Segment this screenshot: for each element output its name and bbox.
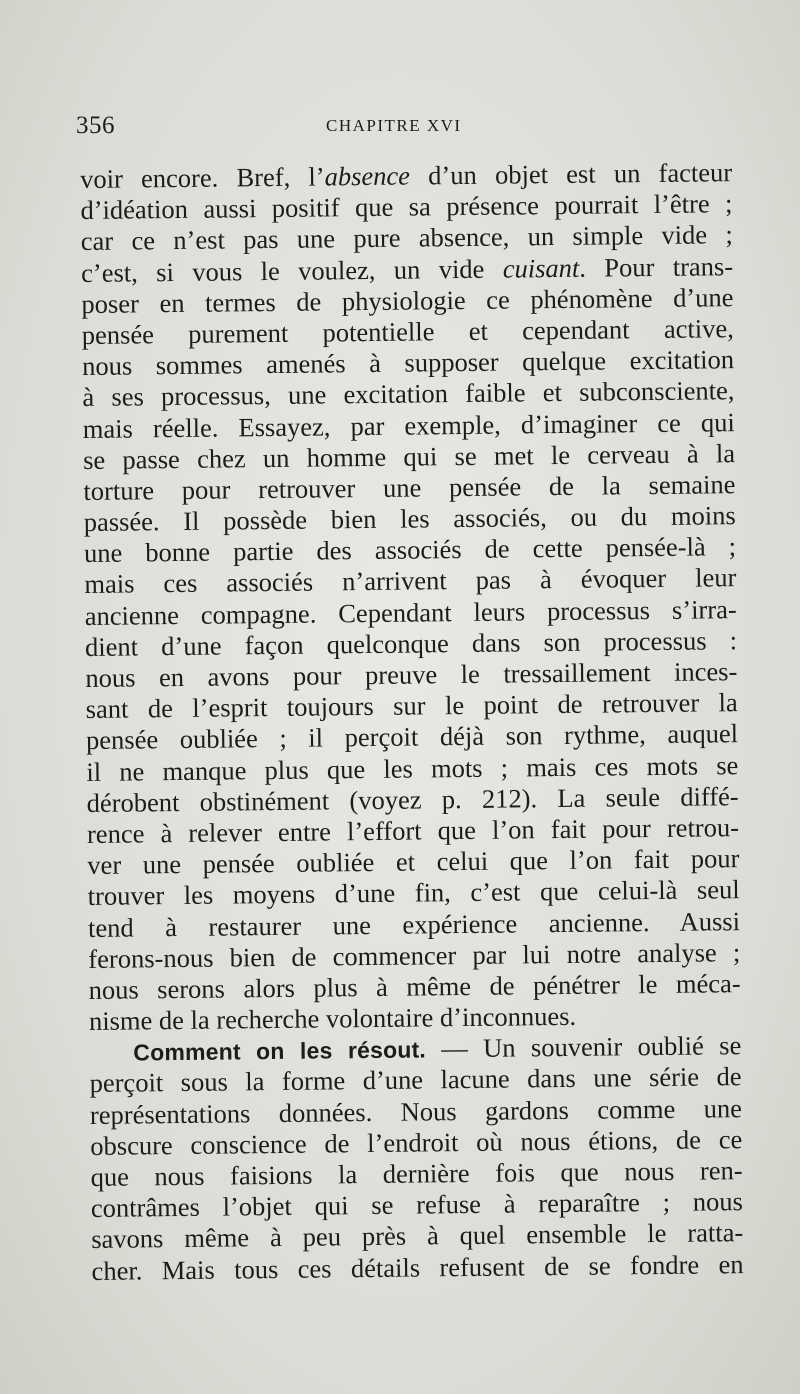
text-line: ferons-nous bien de commencer par lui notre analyse ; [88, 936, 741, 974]
text-span: c’est, si vous le voulez, un vide [80, 253, 503, 288]
text-line: ancienne compagne. Cependant leurs processus s’irra- [84, 593, 737, 631]
text-line: se passe chez un homme qui se met le cerveau à la [82, 437, 736, 475]
text-line: savons même à peu près à quel ensemble le ratta- [91, 1217, 744, 1255]
text-line: dérobent obstinément (voyez p. 212). La seule diffé- [86, 780, 739, 818]
running-head: CHAPITRE XVI [326, 116, 462, 135]
text-span: d’un objet est un facteur [409, 157, 733, 191]
text-line: ver une pensée oubliée et celui que l’on fait pour [87, 843, 740, 881]
text-line: une bonne partie des associés de cette pensée-là ; [83, 531, 737, 569]
text-line: représentations données. Nous gardons comme une [89, 1092, 743, 1130]
text-line: pensée purement potentielle et cependant active, [81, 313, 734, 350]
text-line: perçoit sous la forme d’une lacune dans une série de [89, 1061, 742, 1099]
emphasis-absence: absence [324, 160, 411, 192]
text-line: nous sommes amenés à supposer quelque excitation [81, 344, 735, 382]
text-line: que nous faisions la dernière fois que nous ren- [90, 1155, 743, 1192]
text-line: cher. Mais tous ces détails refusent de se fondre en [91, 1248, 744, 1286]
section-heading: Comment on les résout. [133, 1036, 427, 1066]
text-line: rence à relever entre l’effort que l’on fait pour retrou- [86, 812, 740, 849]
text-line: nous serons alors plus à même de pénétrer le méca- [88, 968, 741, 1005]
text-line: d’idéation aussi positif que sa présence pourrait l’être ; [80, 188, 733, 226]
text-line: nisme de la recherche volontaire d’inconnues. [88, 1000, 577, 1037]
paragraph [89, 1030, 744, 1286]
text-line: torture pour retrouver une pensée de la semaine [83, 469, 736, 506]
text-line: nous en avons pour preuve le tressaillement inces- [85, 656, 738, 693]
text-line: mais réelle. Essayez, par exemple, d’imaginer ce qui [82, 406, 735, 444]
text-line: passée. Il possède bien les associés, ou du moins [83, 500, 736, 538]
text-span: voir encore. Bref, l’ [80, 161, 325, 194]
body-text [80, 157, 744, 1287]
text-span: . Pour trans- [579, 250, 734, 283]
text-line: obscure conscience de l’endroit où nous étions, de ce [90, 1123, 743, 1161]
text-line: contrâmes l’objet qui se refuse à reparaître ; nous [90, 1186, 744, 1224]
text-line: mais ces associés n’arrivent pas à évoquer leur [84, 562, 737, 600]
text-line: sant de l’esprit toujours sur le point de retrouver la [85, 687, 738, 725]
page-number: 356 [76, 112, 115, 139]
text-line: pensée oubliée ; il perçoit déjà son rythme, auquel [85, 718, 739, 756]
text-line: trouver les moyens d’une fin, c’est que celui-là seul [87, 874, 740, 912]
text-line: il ne manque plus que les mots ; mais ces mots se [86, 749, 739, 787]
paragraph [80, 157, 741, 1037]
text-line: à ses processus, une excitation faible et subconsciente, [82, 375, 735, 413]
text-line: tend à restaurer une expérience ancienne. Aussi [87, 905, 741, 943]
text-line: car ce n’est pas une pure absence, un simple vide ; [80, 219, 733, 257]
text-span: — Un souvenir oublié se [425, 1030, 742, 1064]
emphasis-cuisant: cuisant [502, 252, 580, 284]
page-header [76, 108, 736, 148]
text-line: poser en termes de physiologie ce phénomène d’une [81, 281, 734, 319]
text-line: dient d’une façon quelconque dans son processus : [84, 624, 738, 662]
